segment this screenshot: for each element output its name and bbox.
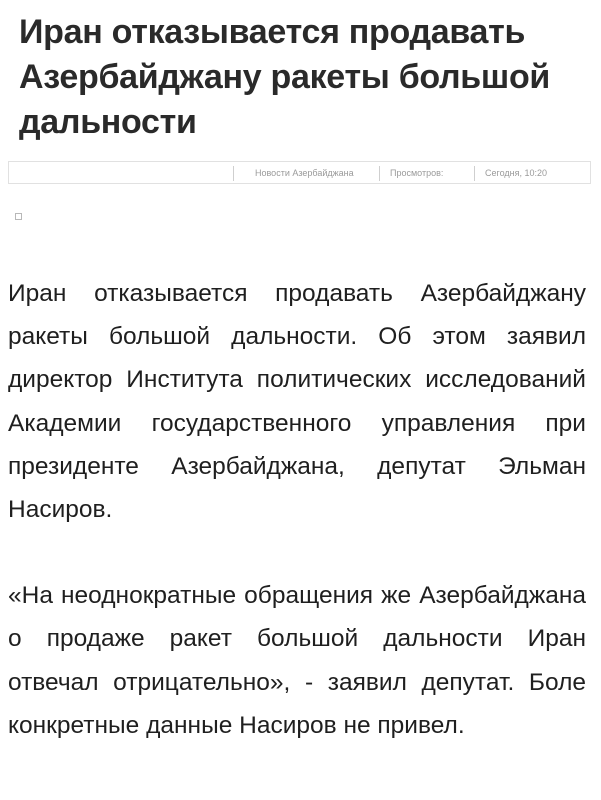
broken-image-icon — [15, 213, 22, 220]
meta-divider — [233, 166, 234, 181]
category-link[interactable]: Новости Азербайджана — [255, 168, 354, 178]
article-paragraph: Иран отказывается продавать Азербайджану ракеты большой дальности. Об этом заявил директор Института политических исследований Академии государственного управления при президенте Азербайджана, депутат Эльман Насиров. — [8, 280, 586, 524]
publish-date: Сегодня, 10:20 — [485, 168, 548, 178]
article-title: Иран отказывается продавать Азербайджану ракеты большой дальности — [19, 13, 551, 141]
article-paragraph: «На неоднократные обращения же Азербайджана о продаже ракет большой дальности Иран отвечал отрицательно», - заявил депутат. Боле конкретные данные Насиров не привел. — [8, 582, 586, 739]
article-meta-bar — [8, 161, 591, 184]
article-body — [8, 272, 586, 747]
meta-divider — [474, 166, 475, 181]
views-count: Просмотров: — [390, 168, 444, 178]
meta-divider — [379, 166, 380, 181]
